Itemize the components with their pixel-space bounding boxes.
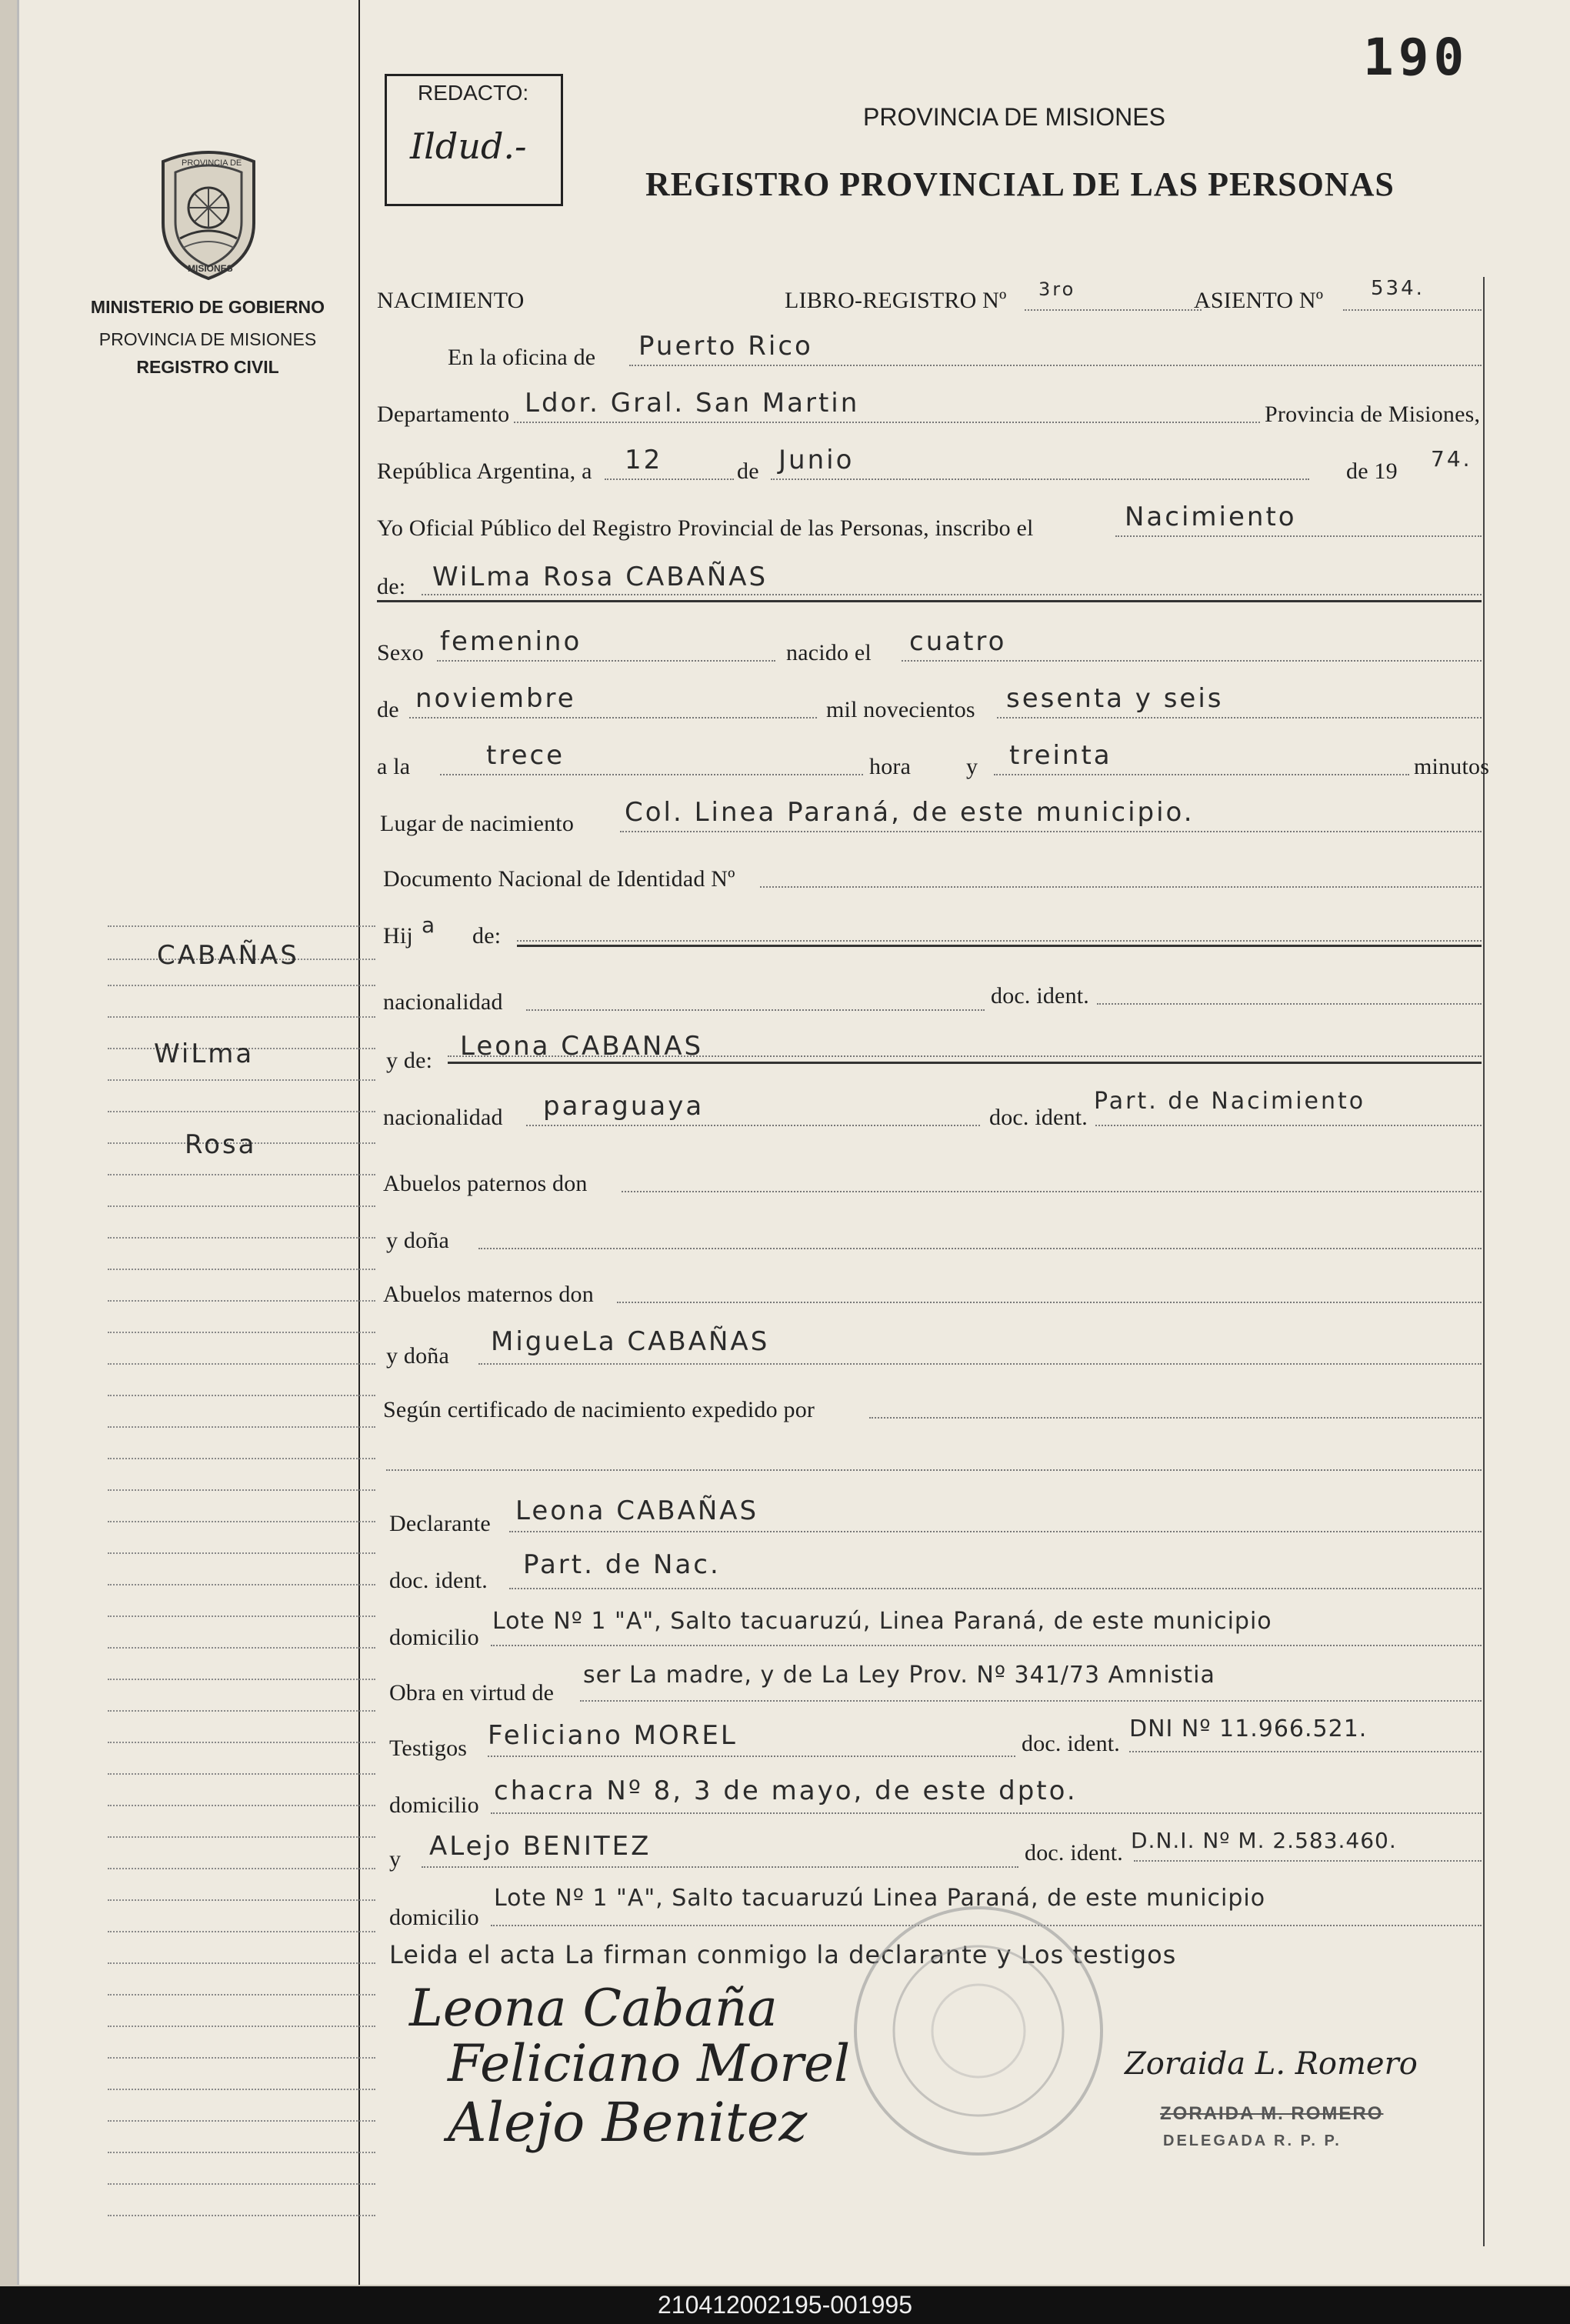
oficina-value: Puerto Rico [638, 331, 813, 362]
obra-label: Obra en virtud de [389, 1680, 555, 1705]
signature-declarante: Leona Cabaña [409, 1979, 778, 2038]
doc-testigo1-line [1129, 1751, 1482, 1752]
nacionalidad-padre-line [526, 1009, 985, 1011]
lugar-line [620, 831, 1482, 832]
dni-line [760, 886, 1482, 888]
sexo-label: Sexo [377, 640, 424, 665]
minutos-line [994, 774, 1409, 775]
republica-label: República Argentina, a [377, 458, 592, 484]
de2-label: de [377, 697, 399, 722]
dia-nac-value: cuatro [909, 626, 1007, 657]
margin-rule [108, 1426, 375, 1428]
obra-line [580, 1700, 1482, 1702]
departamento-label: Departamento [377, 402, 510, 427]
minutos-label: minutos [1414, 754, 1490, 779]
nombre-value: WiLma Rosa CABAÑAS [432, 562, 768, 592]
ala-label: a la [377, 754, 411, 779]
official-stamp-icon [848, 1900, 1109, 2162]
sexo-line [437, 660, 775, 662]
hijo-de-label: de: [472, 923, 502, 949]
departamento-line [514, 422, 1260, 423]
madre-value: Leona CABANAS [460, 1031, 704, 1062]
margin-surname: CABAÑAS [157, 940, 299, 971]
domicilio-testigo1-value: chacra Nº 8, 3 de mayo, de este dpto. [494, 1776, 1078, 1806]
doc-declarante-line [509, 1588, 1482, 1589]
dni-label: Documento Nacional de Identidad Nº [383, 866, 735, 892]
abuelos-paternos-label: Abuelos paternos don [383, 1171, 588, 1196]
mes-line [771, 478, 1309, 480]
margin-rule [108, 1174, 375, 1175]
declarante-line [509, 1531, 1482, 1532]
abuelos-maternos-label: Abuelos maternos don [383, 1282, 594, 1307]
y-label: y [966, 754, 978, 779]
anio-nac-line [997, 717, 1482, 719]
margin-rule [108, 2057, 375, 2059]
registry-title: REGISTRO PROVINCIAL DE LAS PERSONAS [645, 165, 1395, 203]
margin-rule [108, 2026, 375, 2027]
obra-value: ser La madre, y de La Ley Prov. Nº 341/73 Amnistia [583, 1662, 1215, 1689]
nombre-line [422, 594, 1482, 595]
margin-rule [108, 1615, 375, 1617]
margin-rule [108, 2089, 375, 2090]
redacto-box [385, 74, 563, 206]
act-type-label: NACIMIENTO [377, 288, 525, 313]
margin-rule [108, 1679, 375, 1680]
nacido-label: nacido el [786, 640, 872, 665]
declarante-label: Declarante [389, 1511, 491, 1536]
inscribo-value: Nacimiento [1125, 502, 1297, 532]
margin-rule [108, 1931, 375, 1932]
de-name-label: de: [377, 574, 406, 599]
doc-madre-line [1095, 1125, 1482, 1126]
certificado-line-2 [386, 1469, 1482, 1471]
page-number: 190 [1363, 28, 1469, 87]
fecha-mes: Junio [778, 445, 855, 475]
departamento-value: Ldor. Gral. San Martin [525, 388, 860, 418]
oficina-label: En la oficina de [448, 345, 596, 370]
right-border-line [1483, 277, 1485, 2246]
margin-rule [108, 2120, 375, 2122]
doc-ident-padre-label: doc. ident. [991, 983, 1090, 1009]
anio-nac-value: sesenta y seis [1006, 683, 1224, 714]
margin-rule [108, 1962, 375, 1964]
oficial-text: Yo Oficial Público del Registro Provincial de las Personas, inscribo el [377, 515, 1034, 541]
seal-bottom-text: MISIONES [188, 263, 233, 274]
fecha-anio: 74. [1431, 446, 1472, 472]
mil-label: mil novecientos [826, 697, 975, 722]
margin-rule [108, 1773, 375, 1775]
seal-top-text: PROVINCIA DE [182, 158, 242, 168]
margin-rule [108, 2152, 375, 2153]
margin-rule [108, 1584, 375, 1585]
nacionalidad-madre-value: paraguaya [543, 1091, 705, 1122]
margin-rule [108, 1805, 375, 1806]
certificado-label: Según certificado de nacimiento expedido por [383, 1397, 815, 1422]
province-title: PROVINCIA DE MISIONES [863, 103, 1165, 131]
hora-label: hora [869, 754, 912, 779]
lugar-value: Col. Linea Paraná, de este municipio. [625, 797, 1195, 828]
minutos-value: treinta [1009, 740, 1112, 771]
asiento-line [1343, 309, 1482, 311]
domicilio-declarante-line [491, 1645, 1482, 1646]
official-name: ZORAIDA M. ROMERO [1160, 2103, 1384, 2124]
domicilio-testigo1-label: domicilio [389, 1792, 479, 1818]
doc-testigo2-value: D.N.I. Nº M. 2.583.460. [1131, 1828, 1397, 1853]
libro-value: 3ro [1038, 278, 1076, 300]
signature-testigo1: Feliciano Morel [448, 2034, 851, 2093]
document-page [17, 0, 1570, 2285]
sexo-value: femenino [440, 626, 582, 657]
mes-nac-value: noviembre [415, 683, 576, 714]
libro-line [1025, 309, 1202, 311]
de-year-label: de 19 [1346, 458, 1398, 484]
hijo-label: Hij [383, 923, 413, 949]
margin-rule [108, 1710, 375, 1712]
nacionalidad-madre-line [526, 1125, 980, 1126]
doc-testigo2-label: doc. ident. [1025, 1840, 1124, 1866]
ministry-line-2: PROVINCIA DE MISIONES [98, 329, 317, 349]
hora-value: trece [486, 740, 565, 771]
margin-rule [108, 1868, 375, 1869]
margin-rule [108, 1994, 375, 1996]
nacionalidad-padre-label: nacionalidad [383, 989, 503, 1015]
abuelos-maternos-line [617, 1302, 1482, 1303]
margin-rule [108, 925, 375, 927]
signature-official: Zoraida L. Romero [1125, 2046, 1418, 2082]
doc-padre-line [1097, 1003, 1482, 1005]
margin-rule [108, 1552, 375, 1554]
margin-rule [108, 1269, 375, 1270]
doc-declarante-label: doc. ident. [389, 1568, 488, 1593]
margin-first-name: WiLma [154, 1039, 255, 1069]
doc-testigo1-label: doc. ident. [1022, 1731, 1121, 1756]
ydona-paterna-label: y doña [386, 1228, 450, 1253]
leida-text: Leida el acta La firman conmigo la declarante y Los testigos [389, 1940, 1177, 1969]
dia-line [605, 478, 734, 480]
domicilio-testigo2-label: domicilio [389, 1905, 479, 1930]
testigo1-value: Feliciano MOREL [488, 1720, 738, 1751]
testigo2-value: ALejo BENITEZ [429, 1831, 652, 1862]
testigos-label: Testigos [389, 1735, 468, 1761]
margin-rule [108, 1489, 375, 1491]
asiento-label: ASIENTO Nº [1194, 288, 1324, 313]
ministry-line-3: REGISTRO CIVIL [136, 357, 279, 377]
libro-label: LIBRO-REGISTRO Nº [785, 288, 1007, 313]
margin-rule [108, 1742, 375, 1743]
margin-rule [108, 1395, 375, 1396]
margin-rule [108, 1521, 375, 1522]
margin-rule [108, 1205, 375, 1207]
testigo1-line [488, 1756, 1015, 1757]
official-role: DELEGADA R. P. P. [1163, 2132, 1342, 2149]
abuelos-paternos-line [622, 1191, 1482, 1192]
margin-rule [108, 1332, 375, 1333]
oficina-line [629, 365, 1482, 366]
margin-rule [108, 1899, 375, 1901]
hora-line [440, 774, 863, 775]
certificado-line [869, 1417, 1482, 1419]
margin-rule [108, 1458, 375, 1459]
nombre-underline [377, 600, 1482, 602]
margin-rule [108, 1300, 375, 1302]
doc-testigo2-line [1134, 1860, 1482, 1862]
declarante-value: Leona CABAÑAS [515, 1495, 759, 1526]
margin-rule [108, 1016, 375, 1018]
abuela-paterna-line [478, 1248, 1482, 1249]
nacionalidad-madre-label: nacionalidad [383, 1105, 503, 1130]
provincia-suffix: Provincia de Misiones, [1265, 402, 1481, 427]
dia-nac-line [902, 660, 1482, 662]
abuela-materna-line [478, 1363, 1482, 1365]
image-code-footer: 210412002195-001995 [0, 2286, 1570, 2324]
domicilio-testigo2-value: Lote Nº 1 "A", Salto tacuaruzú Linea Paraná, de este municipio [494, 1885, 1266, 1912]
redacto-label: REDACTO: [418, 81, 529, 105]
yde-label: y de: [386, 1048, 433, 1073]
doc-declarante-value: Part. de Nac. [523, 1549, 721, 1580]
domicilio-declarante-label: domicilio [389, 1625, 479, 1650]
left-border-line [17, 0, 19, 2285]
doc-testigo1-value: DNI Nº 11.966.521. [1129, 1715, 1368, 1742]
abuela-materna-value: MigueLa CABAÑAS [491, 1326, 770, 1357]
hijo-suffix: a [422, 912, 438, 938]
domicilio-testigo1-line [491, 1812, 1482, 1814]
padre-line [517, 940, 1482, 942]
madre-underline [448, 1062, 1482, 1064]
y2-label: y [389, 1846, 402, 1872]
de-label: de [737, 458, 759, 484]
redacto-value: Ildud.- [410, 125, 527, 167]
margin-rule [108, 1836, 375, 1838]
margin-rule [108, 1237, 375, 1239]
margin-rule [108, 1647, 375, 1649]
domicilio-declarante-value: Lote Nº 1 "A", Salto tacuaruzú, Linea Paraná, de este municipio [492, 1608, 1272, 1635]
margin-rule [108, 985, 375, 986]
padre-underline [517, 945, 1482, 947]
margin-rule [108, 1363, 375, 1365]
asiento-value: 534. [1371, 277, 1425, 300]
doc-ident-madre-label: doc. ident. [989, 1105, 1088, 1130]
doc-madre-value: Part. de Nacimiento [1094, 1088, 1366, 1115]
fecha-dia: 12 [625, 445, 663, 475]
mes-nac-line [409, 717, 817, 719]
testigo2-line [422, 1866, 1018, 1868]
margin-middle-name: Rosa [185, 1129, 257, 1160]
ydona-materna-label: y doña [386, 1343, 450, 1369]
margin-rule [108, 1111, 375, 1112]
margin-rule [108, 2215, 375, 2216]
margin-rule [108, 2183, 375, 2185]
lugar-label: Lugar de nacimiento [380, 811, 575, 836]
margin-rule [108, 1079, 375, 1081]
ministry-line-1: MINISTERIO DE GOBIERNO [90, 297, 325, 317]
inscribo-line [1115, 535, 1482, 537]
signature-testigo2: Alejo Benitez [448, 2091, 808, 2154]
